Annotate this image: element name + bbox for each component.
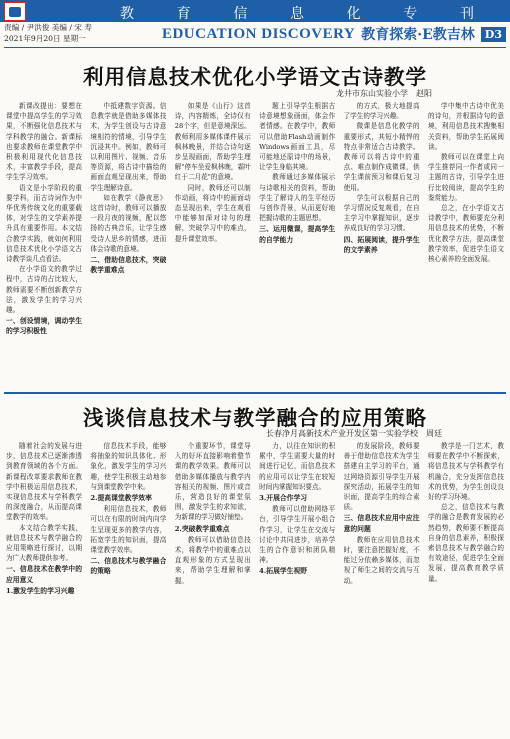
masthead-banner <box>0 0 510 22</box>
section-heading: 2.提高课堂教学效率 <box>90 494 152 503</box>
article1-column <box>6 101 82 389</box>
article1-column <box>175 101 251 389</box>
paragraph: 中抵建数字资源。信息教学就是借助多媒体技术，为学生创设与古诗意境相符的情境，引导学生沉浸其中。例如，教师可以利用图片、视频、音乐等资源，将古诗中描绘的画面直观呈现出来，帮助学生理解诗意。 <box>90 102 167 192</box>
paragraph: 教师通过多媒体展示与诗歌相关的资料，帮助学生了解诗人的生平经历与创作背景，从而更好地把握诗歌的主题思想。 <box>259 173 336 223</box>
edition-row <box>128 24 506 44</box>
section-heading: 一、信息技术在教学中的应用意义 <box>6 565 82 584</box>
section-heading: 2.突破教学重难点 <box>174 524 230 533</box>
edition-title-cn: 教育探索·E教吉林 <box>361 27 475 43</box>
article2-body <box>6 441 504 733</box>
paragraph: 同时，教师还可以制作动画，将诗中的画面动态呈现出来，学生在观看中能够加深对诗句的理解，突破学习中的难点，提升课堂效率。 <box>174 183 251 243</box>
article2-column <box>90 441 166 733</box>
paragraph: 题上引导学生根据古诗意境想象画面，体会作者情感。在教学中，教师可以借助Flash动画制作Windows画面工具，尽可能地还原诗中的场景，让学生身临其境。 <box>259 102 336 172</box>
article2-column <box>6 441 82 733</box>
issue-meta <box>4 22 124 46</box>
paragraph: 微课是信息化教学的重要形式，其短小精悍的特点非常适合古诗教学。教师可以将古诗中的重点、难点制作成微课，供学生课前预习和课后复习使用。 <box>343 122 420 192</box>
paragraph: 教师可以在课堂上向学生推荐同一作者或同一主题的古诗，引导学生进行比较阅读，提高学生的鉴赏能力。 <box>427 153 504 202</box>
article1-column <box>428 101 504 389</box>
banner-char: 专 <box>403 6 420 22</box>
banner-title <box>118 3 478 23</box>
article-divider <box>4 392 506 394</box>
paragraph: 利用信息技术，教师可以在有限的时间内向学生呈现更多的教学内容，拓宽学生的知识面，提高课堂教学效率。 <box>90 505 167 555</box>
paragraph: 语文是小学阶段的重要学科，而古诗词作为中华优秀传统文化的重要载体，对学生的文学素养提升具有重要作用。本文结合教学实践，就如何利用信息技术优化小学语文古诗教学谈几点看法。 <box>6 183 82 264</box>
article2-byline: 长春净月高新技术产业开发区第一实验学校 周廷 <box>266 429 442 438</box>
banner-char: 息 <box>289 6 306 22</box>
paragraph: 如在教学《静夜思》这首诗时，教师可以播放一段月夜的视频，配以悠扬的古典音乐，让学生感受诗人思乡的情感，进而体会诗歌的意境。 <box>90 193 167 253</box>
paragraph: 如果是《山行》这首诗，内容精炼，全诗仅有28个字，但是意境深远。教师利用多媒体课件展示枫林晚景，并结合诗句逐步呈现画面，帮助学生理解"停车坐爱枫林晚，霜叶红于二月花"的意境。 <box>174 102 251 182</box>
paragraph: 教学是一门艺术，教师要在教学中不断探索，将信息技术与学科教学有机融合，充分发挥信息技术的优势，为学生创设良好的学习环境。 <box>427 442 504 502</box>
masthead-rule <box>4 47 506 48</box>
article1-column <box>344 101 420 389</box>
paragraph: 总之，信息技术与教学的融合是教育发展的必然趋势，教师要不断提高自身的信息素养，积极探索信息技术与教学融合的有效途径，促进学生全面发展，提高教育教学质量。 <box>427 503 504 583</box>
masthead <box>0 0 510 46</box>
editor-credit: 责编 / 尹洪俊 美编 / 宋 寿 <box>4 23 92 32</box>
article2-column <box>175 441 251 733</box>
newspaper-logo-icon <box>4 2 26 21</box>
paragraph: 本文结合教学实践，就信息技术与教学融合的应用策略进行探讨，以期为广大教师提供参考。 <box>6 523 82 563</box>
section-heading: 三、信息技术应用中应注意的问题 <box>343 514 420 533</box>
paragraph: 信息技术手段，能够将抽象的知识具体化、形象化，激发学生的学习兴趣，使学生积极主动地参与到课堂教学中来。 <box>90 442 167 491</box>
article2-title: 浅谈信息技术与教学融合的应用策略 <box>83 406 427 430</box>
edition-title-en: EDUCATION DISCOVERY <box>161 25 356 42</box>
paragraph: 总之，在小学语文古诗教学中，教师要充分利用信息技术的优势，不断优化教学方法，提高课堂教学效率，促进学生语文核心素养的全面发展。 <box>427 204 504 264</box>
section-heading: 四、拓展阅读，提升学生的文学素养 <box>343 235 420 254</box>
article1-column <box>259 101 335 389</box>
paragraph: 新课改提出：要想在课堂中提高学生的学习效果，不断强化信息技术与学科教学的融合。新课标也要求教师在课堂教学中积极利用现代化信息技术，丰富教学手段，提高学生学习效率。 <box>6 102 82 182</box>
article2-column <box>344 441 420 733</box>
section-heading: 三、运用微课，提高学生的自学能力 <box>259 225 336 244</box>
section-heading: 4.拓展学生视野 <box>259 567 308 576</box>
paragraph: 学生可以根据自己的学习情况反复观看，在自主学习中掌握知识，逐步养成良好的学习习惯。 <box>343 193 420 233</box>
paragraph: 教师可以借助网络平台，引导学生开展小组合作学习，让学生在交流与讨论中共同进步，培养学生的合作意识和团队精神。 <box>259 505 336 565</box>
article2-column <box>259 441 335 733</box>
article1-byline: 龙井市东山实验小学 赵阳 <box>336 89 432 98</box>
banner-char: 教 <box>120 6 136 22</box>
banner-char: 化 <box>346 6 363 22</box>
paragraph: 在小学语文的教学过程中，古诗的占比较大，教师需要不断创新教学方法，激发学生的学习兴趣。 <box>6 265 82 315</box>
article1-body <box>6 101 504 389</box>
paragraph: 教师在应用信息技术时，要注意把握好度，不能过分依赖多媒体，而忽视了师生之间的交流与互动。 <box>343 535 420 585</box>
article1-column <box>90 101 166 389</box>
banner-char: 刊 <box>459 6 476 22</box>
section-heading: 3.开展合作学习 <box>259 494 308 503</box>
paragraph: 的方式，极大地提高了学生的学习兴趣。 <box>343 102 420 121</box>
article1-title: 利用信息技术优化小学语文古诗教学 <box>83 65 427 89</box>
section-heading: 1.激发学生的学习兴趣 <box>6 586 75 595</box>
section-heading: 二、借助信息技术，突破教学重难点 <box>90 256 167 275</box>
paragraph: 的发展阶段，教师要善于借助信息技术为学生搭建自主学习的平台，通过网络资源引导学生开展探究活动，拓展学生的知识面，提高学生的综合素质。 <box>343 442 420 512</box>
paragraph: 个重要环节，课堂导入的好坏直接影响着整节课的教学效果。教师可以借助多媒体播放与教学内容相关的视频、图片或音乐，营造良好的课堂氛围，激发学生的求知欲，为新课的学习做好铺垫。 <box>174 442 251 522</box>
banner-char: 育 <box>176 6 193 22</box>
page-number: D3 <box>481 27 506 42</box>
paragraph: 力，以往在知识的积累中，学生需要大量的时间进行记忆，而信息技术的应用可以让学生在较短时间内掌握知识要点。 <box>259 442 336 491</box>
section-heading: 二、信息技术与教学融合的策略 <box>90 557 167 576</box>
article2-column <box>428 441 504 733</box>
banner-char: 信 <box>233 6 250 22</box>
paragraph: 教师可以借助信息技术，将教学中的重难点以直观形象的方式呈现出来，帮助学生理解和掌握。 <box>174 535 251 585</box>
paragraph: 随着社会的发展与进步，信息技术已逐渐渗透到教育领域的各个方面。新课程改革要求教师在教学中积极运用信息技术，实现信息技术与学科教学的深度融合，从而提高课堂教学的效率。 <box>6 442 82 522</box>
paragraph: 学中集中古诗中优美的诗句，并根据诗句的意境，利用信息技术搜集相关资料，帮助学生拓展阅读。 <box>427 102 504 151</box>
section-heading: 一、创设情境，调动学生的学习积极性 <box>6 317 82 336</box>
issue-date: 2021年9月20日 星期一 <box>4 34 86 43</box>
